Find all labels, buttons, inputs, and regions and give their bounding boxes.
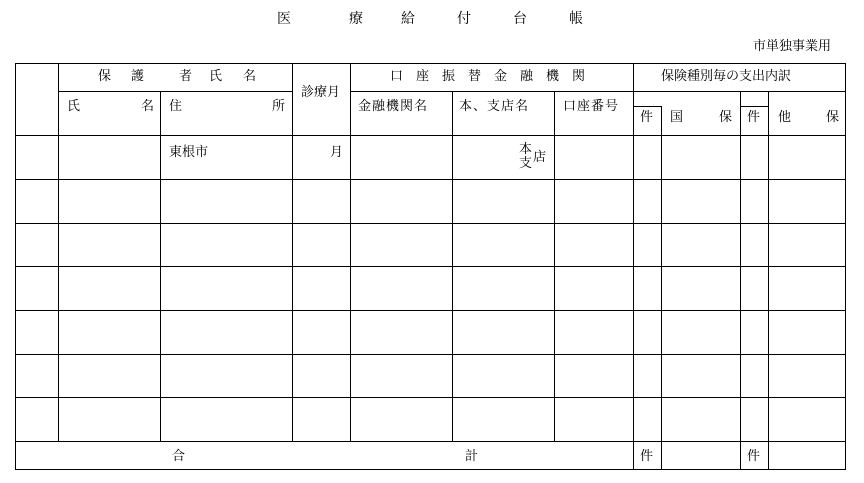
title-char-5: 台	[513, 11, 527, 27]
title-char-2: 療	[349, 11, 363, 27]
transfer-header-8: 関	[572, 69, 586, 84]
total-count-1: 件	[640, 449, 654, 464]
transfer-header-7: 機	[546, 69, 560, 84]
title-char-6: 帳	[569, 11, 583, 27]
total-label-right: 計	[465, 449, 479, 464]
name-header-right: 名	[141, 99, 155, 114]
branch-name-header: 本、支店名	[459, 99, 530, 114]
treatment-month-header: 診療月	[301, 85, 341, 100]
national-insurance-right: 保	[719, 110, 733, 125]
transfer-header-5: 金	[494, 69, 508, 84]
row1-branch-main: 本	[519, 142, 533, 157]
expense-breakdown-header: 保険種別毎の支出内訳	[661, 69, 792, 84]
guardian-header-4: 氏	[209, 69, 223, 84]
transfer-header-6: 融	[520, 69, 534, 84]
other-insurance-left: 他	[778, 110, 792, 125]
guardian-header-3: 者	[179, 69, 193, 84]
transfer-header-1: 口	[390, 69, 404, 84]
count-header-2: 件	[747, 110, 761, 125]
title-char-3: 給	[401, 11, 415, 27]
guardian-header-5: 名	[243, 69, 257, 84]
bank-name-header: 金融機関名	[358, 99, 429, 114]
guardian-header-1: 保	[98, 69, 112, 84]
row1-branch-sub: 支	[519, 156, 533, 171]
transfer-header-3: 振	[442, 69, 456, 84]
national-insurance-left: 国	[670, 110, 684, 125]
transfer-header-4: 替	[468, 69, 482, 84]
address-header-left: 住	[169, 99, 183, 114]
total-count-2: 件	[747, 449, 761, 464]
address-header-right: 所	[272, 99, 286, 114]
other-insurance-right: 保	[826, 110, 840, 125]
title-char-1: 医	[277, 11, 291, 27]
subtitle: 市単独事業用	[752, 39, 831, 54]
total-label-left: 合	[172, 449, 186, 464]
row1-city: 東根市	[169, 145, 209, 160]
transfer-header-2: 座	[416, 69, 430, 84]
account-number-header: 口座番号	[563, 99, 620, 114]
title-char-4: 付	[457, 11, 471, 27]
name-header-left: 氏	[67, 99, 81, 114]
row1-branch-store: 店	[533, 150, 547, 165]
count-header-1: 件	[640, 110, 654, 125]
row1-month: 月	[330, 145, 344, 160]
guardian-header-2: 護	[131, 69, 145, 84]
